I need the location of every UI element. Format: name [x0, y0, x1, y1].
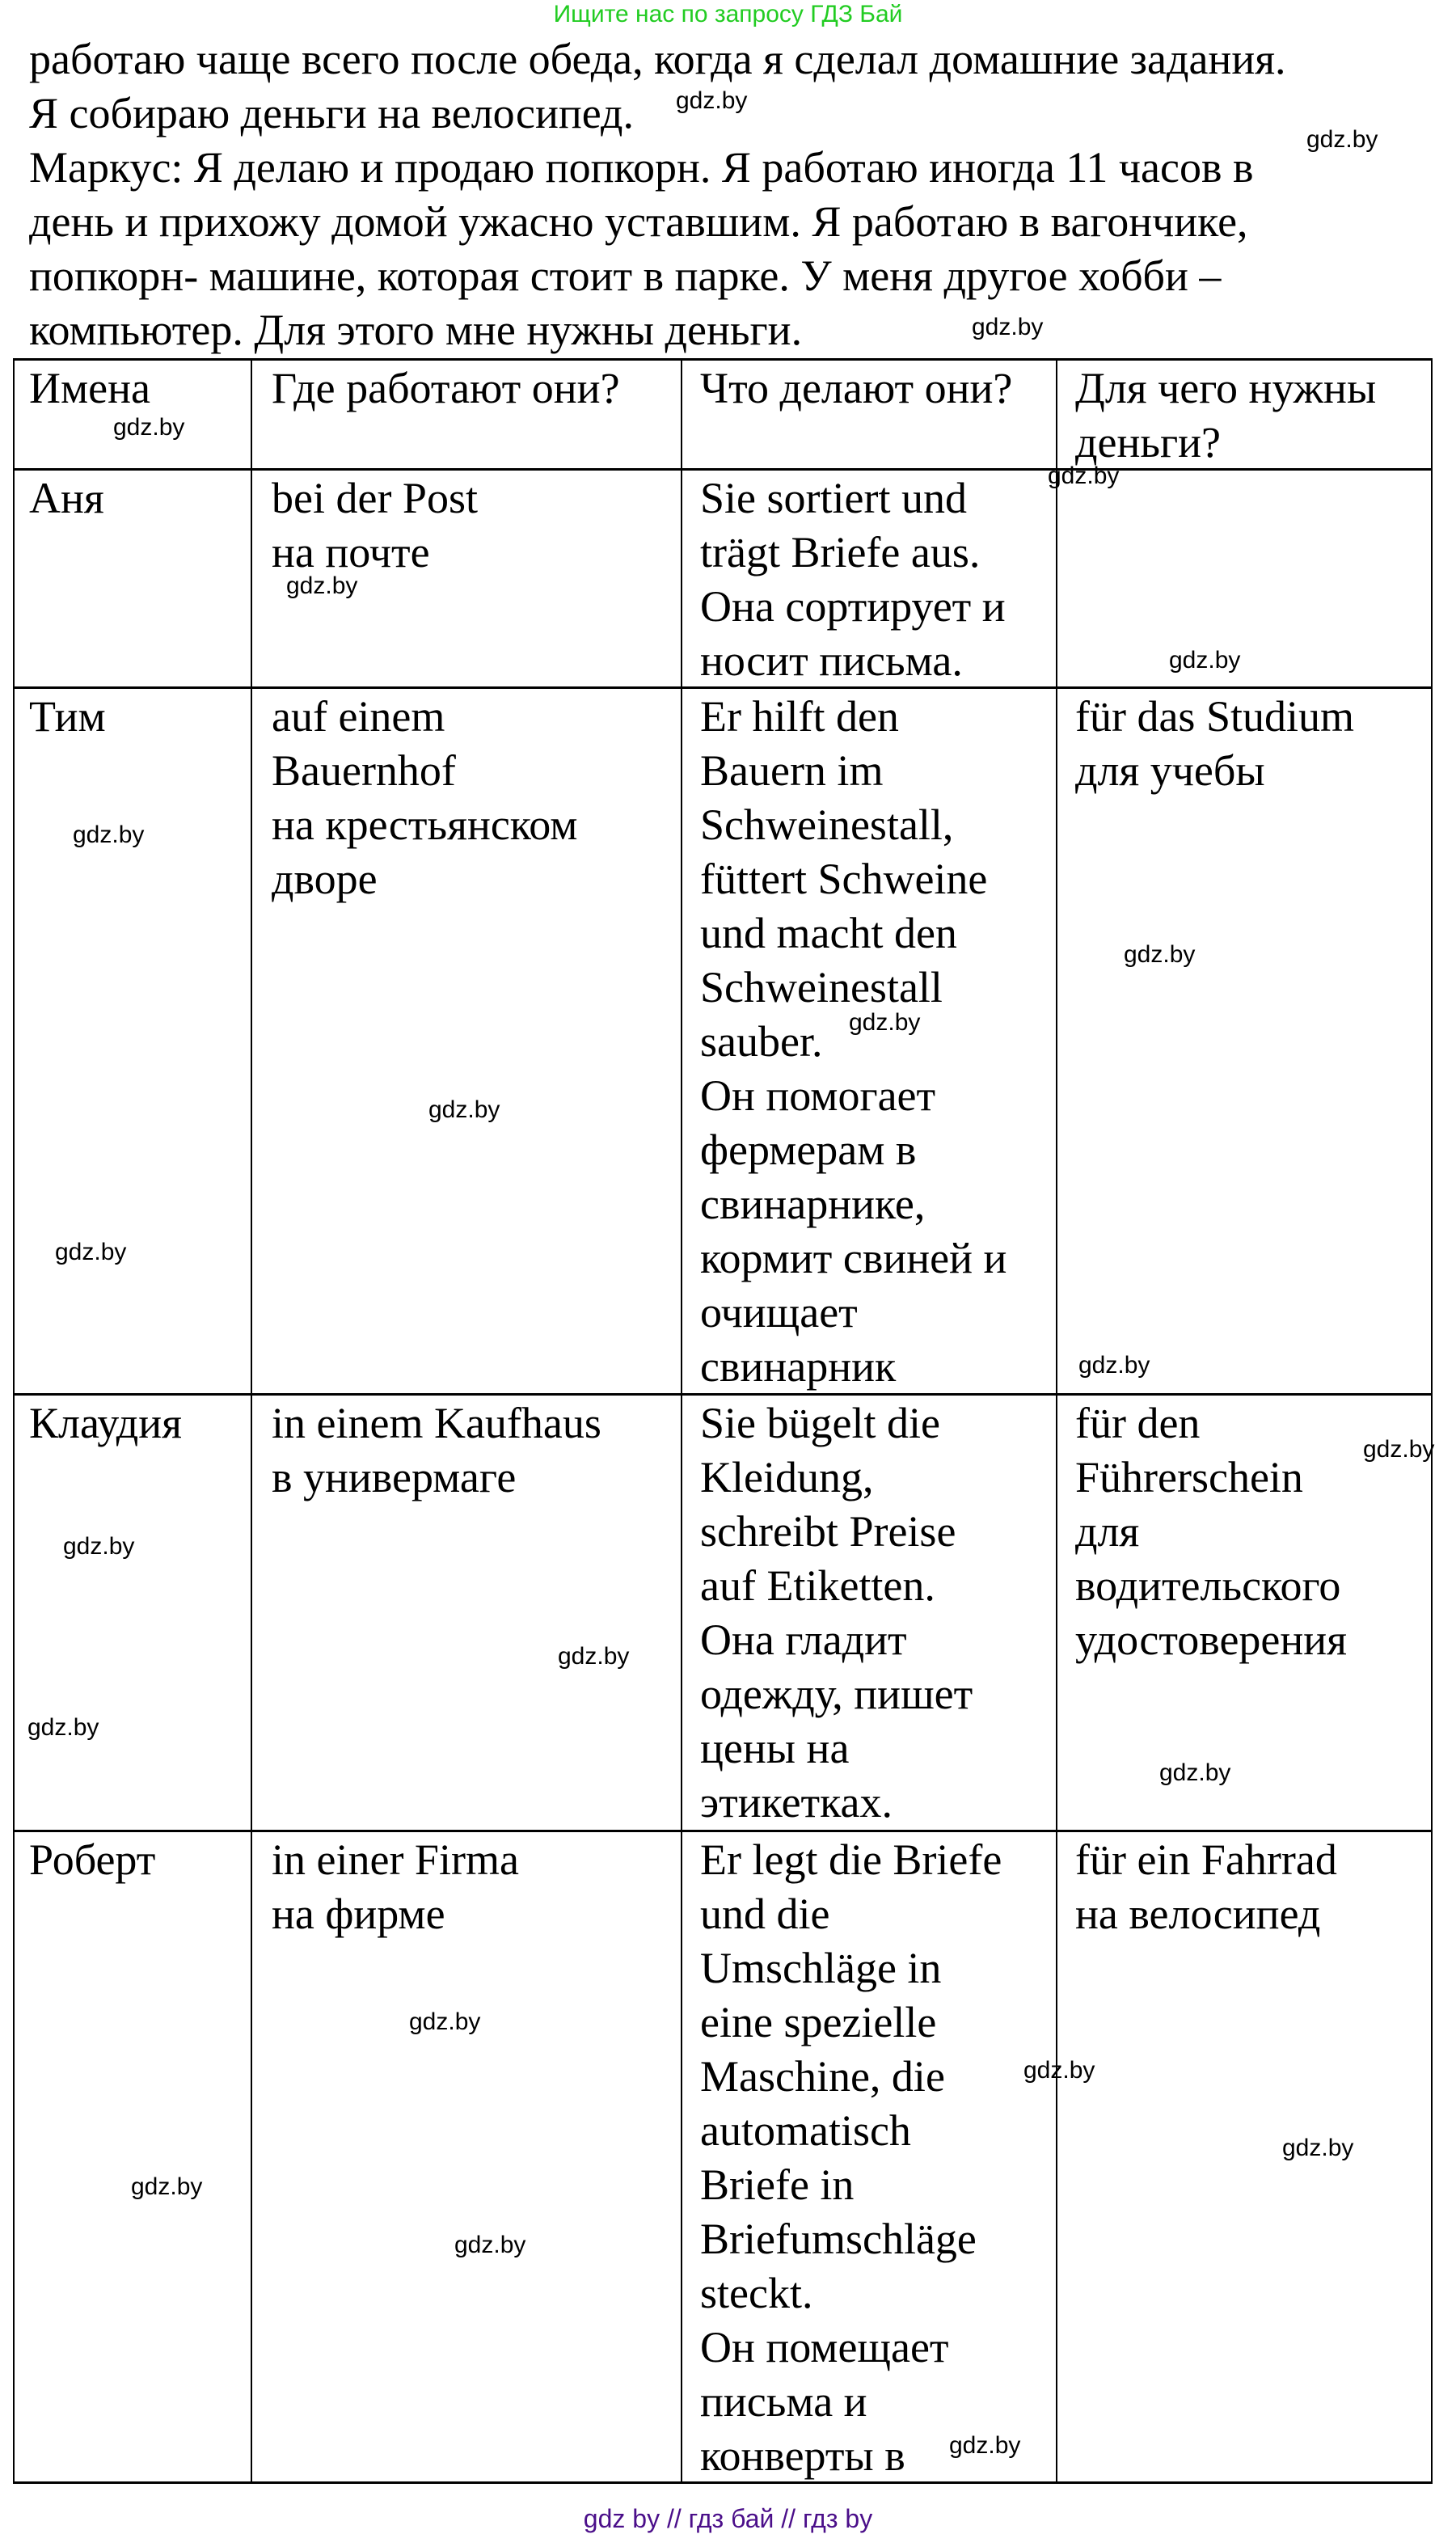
- row-tim-where: auf einem Bauernhof на крестьянском дворе: [272, 692, 578, 903]
- row-robert-what: Er legt die Briefe und die Umschläge in eine spezielle Maschine, die automatisch Briefe in Briefumschläge steckt. Он помещает письма и конверты в: [700, 1835, 1002, 2480]
- watermark: gdz.by: [113, 414, 185, 441]
- watermark: gdz.by: [1306, 126, 1378, 153]
- row-anya-name: Аня: [29, 474, 104, 522]
- watermark: gdz.by: [1169, 647, 1241, 674]
- watermark: gdz.by: [409, 2008, 481, 2035]
- column-divider: [1431, 359, 1433, 2484]
- watermark: gdz.by: [1363, 1436, 1435, 1463]
- column-divider: [13, 359, 15, 2484]
- row-tim-why: für das Studium для учебы: [1075, 692, 1354, 795]
- watermark: gdz.by: [558, 1643, 630, 1670]
- header-where: Где работают они?: [272, 364, 620, 412]
- table-border-top: [13, 358, 1433, 361]
- row-claudia-name: Клаудия: [29, 1399, 182, 1447]
- watermark: gdz.by: [63, 1533, 135, 1560]
- top-banner-link[interactable]: Ищите нас по запросу ГДЗ Бай: [553, 1, 903, 27]
- watermark: gdz.by: [55, 1239, 127, 1265]
- watermark: gdz.by: [972, 314, 1044, 340]
- row-anya-where: bei der Post на почте: [272, 474, 478, 576]
- watermark: gdz.by: [1023, 2057, 1095, 2084]
- header-why: Для чего нужны деньги?: [1075, 364, 1377, 467]
- row-tim-name: Тим: [29, 692, 106, 741]
- watermark: gdz.by: [1282, 2135, 1354, 2161]
- column-divider: [1056, 359, 1057, 2484]
- watermark: gdz.by: [428, 1096, 500, 1123]
- intro-paragraph: работаю чаще всего после обеда, когда я сделал домашние задания. Я собираю деньги на велосипед. Маркус: Я делаю и продаю попкорн. Я работаю иногда 11 часов в день и прихожу домой ужасно уставшим. Я работаю в вагончике, попкорн- машине, которая стоит в парке. У меня другое хобби – компьютер. Для этого мне нужны деньги.: [29, 35, 1286, 354]
- column-divider: [681, 359, 682, 2484]
- watermark: gdz.by: [73, 821, 145, 848]
- column-divider: [251, 359, 252, 2484]
- header-names: Имена: [29, 364, 151, 412]
- row-robert-where: in einer Firma на фирме: [272, 1835, 519, 1938]
- watermark: gdz.by: [27, 1714, 99, 1741]
- watermark: gdz.by: [849, 1009, 921, 1036]
- row-claudia-why: für den Führerschein для водительского удостоверения: [1075, 1399, 1348, 1664]
- watermark: gdz.by: [131, 2173, 203, 2200]
- watermark: gdz.by: [286, 572, 358, 599]
- watermark: gdz.by: [454, 2232, 526, 2258]
- row-divider: [13, 1830, 1433, 1832]
- watermark: gdz.by: [1124, 941, 1196, 968]
- watermark: gdz.by: [1159, 1759, 1231, 1786]
- row-robert-why: für ein Fahrrad на велосипед: [1075, 1835, 1337, 1938]
- watermark: gdz.by: [949, 2432, 1021, 2459]
- row-claudia-where: in einem Kaufhaus в универмаге: [272, 1399, 601, 1501]
- row-tim-what: Er hilft den Bauern im Schweinestall, füttert Schweine und macht den Schweinestall sauber. Он помогает фермерам в свинарнике, кормит свиней и очищает свинарник: [700, 692, 1007, 1391]
- watermark: gdz.by: [1078, 1352, 1150, 1379]
- row-claudia-what: Sie bügelt die Kleidung, schreibt Preise auf Etiketten. Она гладит одежду, пишет цены на этикетках.: [700, 1399, 973, 1827]
- watermark: gdz.by: [1048, 462, 1120, 489]
- watermark: gdz.by: [676, 87, 748, 114]
- header-what: Что делают они?: [700, 364, 1013, 412]
- row-robert-name: Роберт: [29, 1835, 156, 1884]
- row-anya-what: Sie sortiert und trägt Briefe aus. Она сортирует и носит письма.: [700, 474, 1006, 685]
- footer-links[interactable]: gdz by // гдз бай // гдз by: [583, 2504, 873, 2533]
